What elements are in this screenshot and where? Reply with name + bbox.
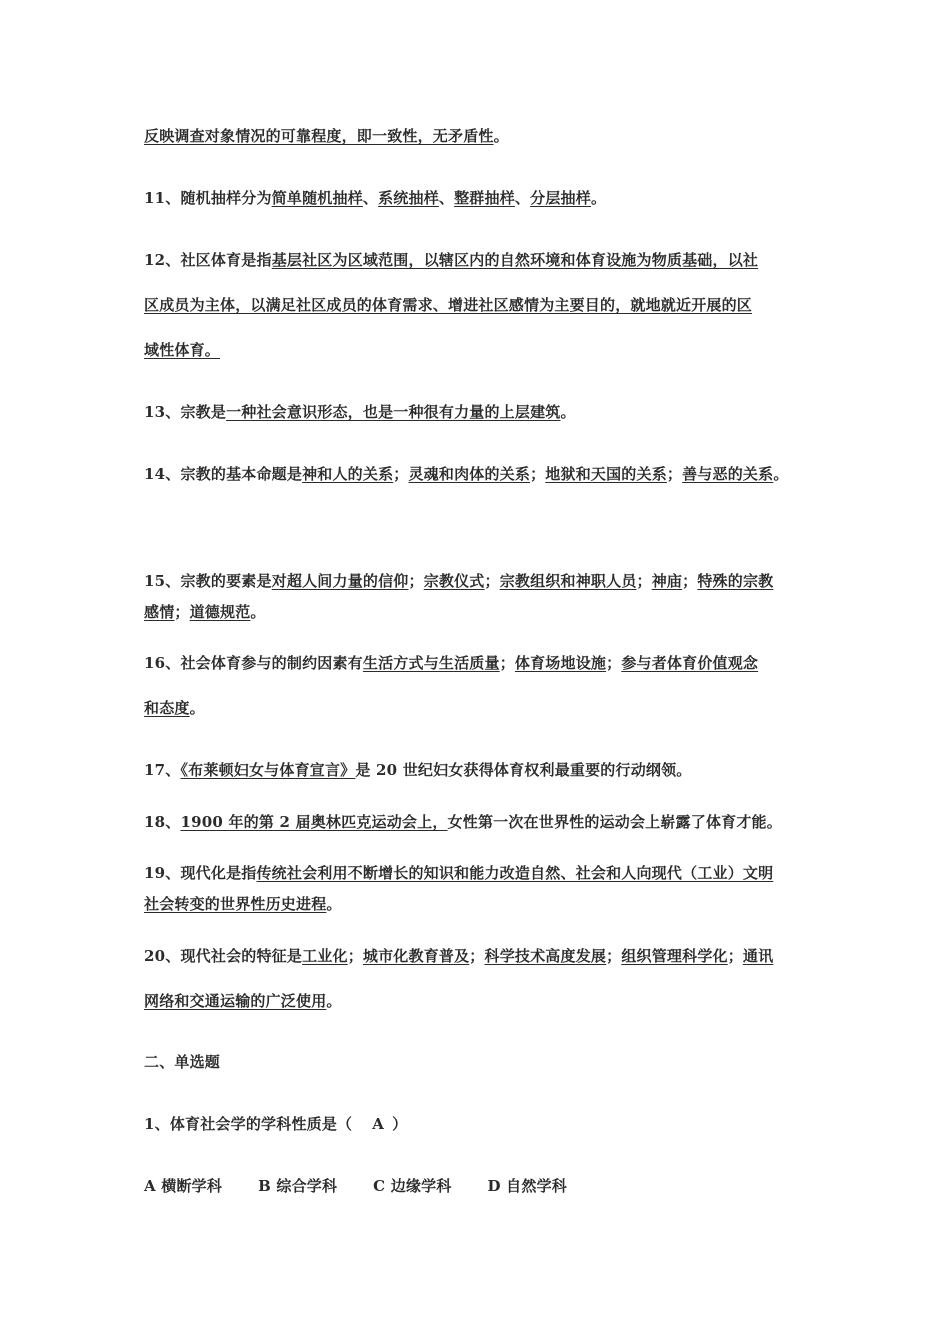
answer-letter: A [372,1115,385,1133]
text: ； [174,603,190,621]
item-14 [144,462,808,486]
blank: 社会转变的世界性历史进程 [144,895,327,913]
blank: 分层抽样 [530,189,591,207]
text: ； [682,572,698,590]
text: 。 [326,895,342,913]
item-16 [144,641,808,731]
blank: 感情 [144,603,175,621]
blank: 工业化 [302,947,348,965]
text: ； [484,572,500,590]
answer-10-continued [144,124,808,148]
text: ； [347,947,363,965]
text: ； [499,654,515,672]
blank: 和态度 [144,699,190,717]
text: ； [636,572,652,590]
text: 女性第一次在世界性的运动会上崭露了体育才能。 [447,813,782,831]
blank: 特殊的宗教 [697,572,774,590]
text: 16、社会体育参与的制约因素有 [144,654,363,672]
text: 、 [438,189,455,207]
text: 。 [493,127,509,145]
text: 。 [250,603,266,621]
text: ； [606,654,622,672]
item-19 [144,858,808,920]
blank: 区成员为主体，以满足社区成员的体育需求、增进社区感情为主要目的，就地就近开展的区 [144,296,753,314]
text: ； [666,465,683,483]
blank: 传统社会利用不断增长的知识和能力改造自然、社会和人向现代（工业）文明 [256,864,774,882]
item-15 [144,566,808,628]
item-11 [144,186,808,210]
blank: 参与者体育价值观念 [621,654,759,672]
blank: 通讯 [742,947,774,965]
section-heading: 二、单选题 [144,1053,221,1071]
text: 19、现代化是指 [144,864,257,882]
text: ； [393,465,409,483]
blank: 宗教组织和神职人员 [499,572,637,590]
text: 20、现代社会的特征是 [144,947,303,965]
text: 。 [189,699,205,717]
item-13 [144,400,808,424]
blank: 宗教仪式 [423,572,485,590]
text: 。 [326,992,342,1010]
option-c: C 边缘学科 [373,1177,452,1195]
blank: 1900 年的第 2 届奥林匹克运动会上， [180,813,448,831]
blank: 域性体育。 [144,341,221,359]
blank: 善与恶的关系 [682,465,774,483]
text: 、 [514,189,531,207]
text: 12、社区体育是指 [144,251,272,269]
text: 、 [362,189,379,207]
text: ； [727,947,743,965]
blank: 反映调查对象情况的可靠程度，即一致性，无矛盾性 [144,127,494,145]
blank: 简单随机抽样 [271,189,363,207]
blank: 网络和交通运输的广泛使用 [144,992,327,1010]
text: ； [469,947,485,965]
text: ； [530,465,546,483]
blank: 一种社会意识形态，也是一种很有力量的上层建筑 [226,403,561,421]
blank: 体育场地设施 [514,654,607,672]
blank: 对超人间力量的信仰 [271,572,409,590]
text: 14、宗教的基本命题是 [144,465,303,483]
text: 。 [560,403,576,421]
text: 17、 [144,761,181,779]
blank: 系统抽样 [378,189,439,207]
text: 15、宗教的要素是 [144,572,272,590]
text: ； [606,947,622,965]
text: ； [408,572,424,590]
text: ） [392,1115,408,1133]
text: 。 [590,189,607,207]
text: 。 [773,465,789,483]
blank: 基层社区为区域范围，以辖区内的自然环境和体育设施为物质基础，以社 [271,251,759,269]
item-18 [144,810,808,834]
question-1-options [144,1174,808,1198]
blank: 组织管理科学化 [621,947,728,965]
item-20 [144,934,808,1024]
blank: 神庙 [651,572,683,590]
text: 11、随机抽样分为 [144,189,272,207]
blank: 科学技术高度发展 [484,947,607,965]
question-1 [144,1112,808,1136]
blank: 地狱和天国的关系 [545,465,667,483]
text: 13、宗教是 [144,403,227,421]
item-17 [144,758,808,782]
blank: 道德规范 [189,603,251,621]
blank: 《布莱顿妇女与体育宣言》 [180,761,356,779]
blank: 神和人的关系 [302,465,394,483]
blank: 灵魂和肉体的关系 [408,465,531,483]
option-b: B 综合学科 [258,1177,338,1195]
option-d: D 自然学科 [487,1177,567,1195]
text: 18、 [144,813,181,831]
blank: 整群抽样 [454,189,515,207]
text: 是 20 世纪妇女获得体育权利最重要的行动纲领。 [355,761,692,779]
blank: 生活方式与生活质量 [362,654,500,672]
question-stem: 1、体育社会学的学科性质是（ [144,1115,353,1133]
blank: 城市化教育普及 [362,947,470,965]
item-12 [144,238,808,373]
option-a: A 横断学科 [144,1177,223,1195]
